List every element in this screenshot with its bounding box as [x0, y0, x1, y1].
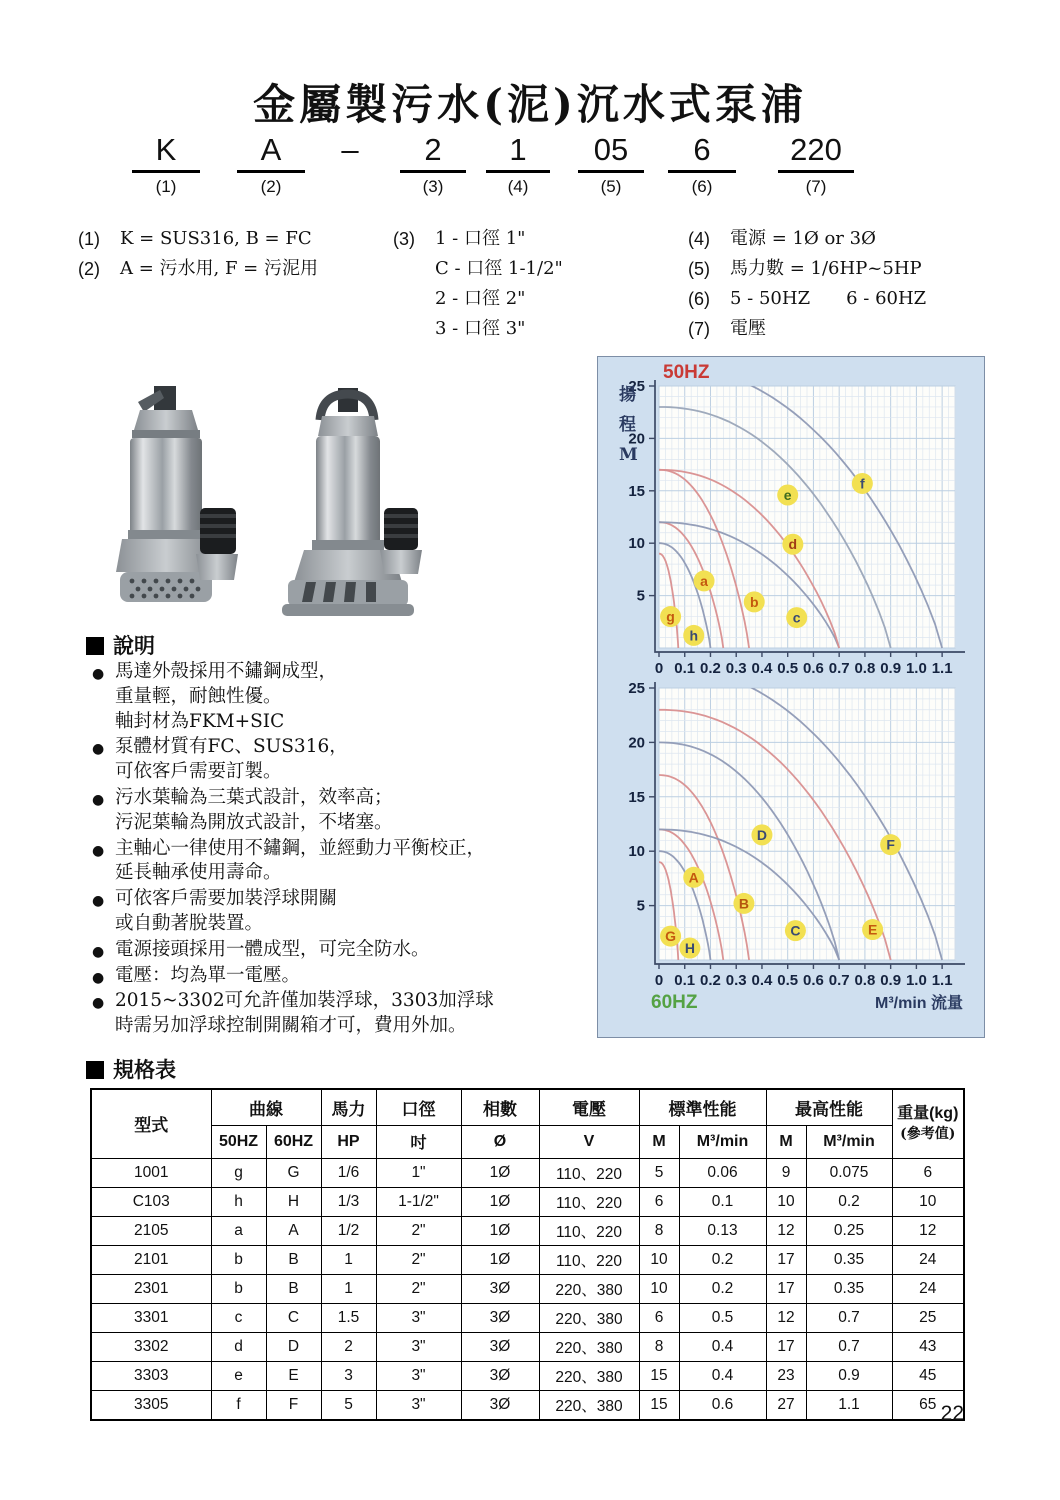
pump-discharge-hose: [380, 508, 422, 574]
y-tick-label: 25: [628, 378, 645, 395]
spec-cell: 3302: [91, 1332, 211, 1361]
description-list: [92, 660, 597, 1040]
spec-cell: 220、380: [539, 1390, 639, 1420]
code-index: (2): [260, 177, 282, 196]
x-tick-label: 0.7: [828, 972, 850, 989]
spec-cell: 1001: [91, 1158, 211, 1187]
x-tick-label: 0: [654, 972, 664, 989]
spec-cell: 110、220: [539, 1187, 639, 1216]
description-item: [92, 989, 597, 1039]
chart-60hz: [601, 678, 981, 1016]
description-line: ● 污水葉輪為三葉式設計，效率高；: [115, 786, 393, 808]
spec-cell: 3": [376, 1390, 461, 1420]
spec-cell: 1: [321, 1274, 376, 1303]
spec-cell: 3": [376, 1332, 461, 1361]
x-tick-label: 0: [654, 660, 664, 677]
spec-cell: 0.06: [679, 1158, 766, 1187]
col-m1: M: [639, 1125, 679, 1158]
curve-label-B: B: [738, 895, 750, 912]
spec-cell: D: [266, 1332, 321, 1361]
pump-photo-sewage: [80, 380, 250, 628]
spec-cell: 45: [892, 1361, 964, 1390]
curve-label-E: E: [867, 921, 878, 938]
spec-cell: 17: [766, 1245, 806, 1274]
spec-cell: 0.35: [806, 1245, 892, 1274]
col-hp: HP: [321, 1125, 376, 1158]
spec-cell: 0.7: [806, 1303, 892, 1332]
legend-number: (5): [688, 259, 710, 279]
legend-line: [688, 254, 926, 284]
spec-cell: b: [211, 1245, 266, 1274]
spec-cell: 25: [892, 1303, 964, 1332]
legend-text: 電源 = 1Ø or 3Ø: [730, 228, 876, 249]
model-code-segment: [400, 132, 466, 197]
x-tick-label: 0.5: [777, 660, 799, 677]
code-value: 2: [400, 132, 466, 173]
spec-cell: 6: [639, 1187, 679, 1216]
pump-photos: [80, 380, 440, 628]
spec-cell: 17: [766, 1332, 806, 1361]
col-curve: 曲線: [211, 1089, 321, 1125]
code-value: K: [132, 132, 200, 173]
spec-cell: 3301: [91, 1303, 211, 1332]
spec-cell: 3": [376, 1361, 461, 1390]
spec-cell: 2": [376, 1245, 461, 1274]
spec-cell: 0.1: [679, 1187, 766, 1216]
curve-label-H: H: [684, 940, 695, 957]
model-code-segment: [332, 132, 368, 174]
col-voltage: 電壓: [539, 1089, 639, 1125]
legend-line: [393, 314, 563, 344]
spec-table: [90, 1088, 965, 1421]
legend-line: [78, 254, 318, 284]
spec-cell: g: [211, 1158, 266, 1187]
curve-label-g: g: [666, 608, 675, 625]
y-tick-label: 25: [628, 680, 645, 697]
spec-cell: 1.5: [321, 1303, 376, 1332]
spec-cell: 110、220: [539, 1216, 639, 1245]
description-line: 重量輕，耐蝕性優。: [115, 685, 282, 707]
x-tick-label: 0.9: [880, 972, 902, 989]
spec-cell: 5: [639, 1158, 679, 1187]
model-code-segment: [778, 132, 854, 197]
legend-number: (1): [78, 229, 100, 249]
spec-cell: 1: [321, 1245, 376, 1274]
code-value: –: [341, 132, 359, 167]
spec-cell: 3: [321, 1361, 376, 1390]
spec-row: [91, 1274, 964, 1303]
description-item: [92, 964, 597, 989]
pump-photo-sludge: [260, 380, 435, 628]
col-bore: 口徑: [376, 1089, 461, 1125]
section-square-icon: [86, 1061, 104, 1079]
pump-motor-body: [130, 438, 202, 536]
x-tick-label: 0.4: [751, 972, 773, 989]
spec-cell: 0.5: [679, 1303, 766, 1332]
spec-cell: E: [266, 1361, 321, 1390]
spec-cell: 17: [766, 1274, 806, 1303]
description-line: 時需另加浮球控制開關箱才可，費用外加。: [115, 1015, 467, 1037]
y-tick-label: 5: [636, 587, 645, 605]
model-code-segment: [668, 132, 736, 197]
freq-label-60hz: 60HZ: [651, 992, 698, 1013]
legend-number: [393, 314, 435, 344]
spec-cell: 1Ø: [461, 1245, 539, 1274]
legend-number: (2): [78, 259, 100, 279]
pump-base-legs: [282, 580, 414, 616]
legend-text: 1 - 口徑 1": [435, 228, 526, 249]
spec-cell: 0.2: [679, 1245, 766, 1274]
code-index: (6): [691, 177, 713, 196]
spec-cell: 10: [892, 1187, 964, 1216]
description-line: 延長軸承使用壽命。: [115, 862, 282, 884]
description-line: 或自動著脫裝置。: [115, 912, 264, 934]
description-line: ● 電壓：均為單一電壓。: [115, 964, 301, 986]
spec-cell: 3": [376, 1303, 461, 1332]
model-code-segment: [237, 132, 305, 197]
y-tick-label: 20: [628, 430, 645, 448]
legend-number: (6): [688, 289, 710, 309]
description-line: 可依客戶需要訂製。: [115, 761, 282, 783]
code-value: 220: [778, 132, 854, 173]
legend-number: [393, 254, 435, 284]
chart-50hz-box: [601, 360, 984, 678]
description-item: [92, 660, 597, 734]
legend-line: [688, 224, 926, 254]
spec-cell: 0.7: [806, 1332, 892, 1361]
spec-cell: 6: [892, 1158, 964, 1187]
pump-motor-body: [316, 436, 380, 546]
legend-line: [78, 224, 318, 254]
x-tick-label: 0.2: [700, 660, 721, 677]
description-item: [92, 786, 597, 836]
spec-cell: 15: [639, 1390, 679, 1420]
model-code-segment: [132, 132, 200, 197]
spec-cell: 0.9: [806, 1361, 892, 1390]
description-line: ● 主軸心一律使用不鏽鋼，並經動力平衡校正，: [115, 837, 486, 859]
code-value: 6: [668, 132, 736, 173]
col-std-perf: 標準性能: [639, 1089, 766, 1125]
spec-row: [91, 1332, 964, 1361]
spec-cell: 0.25: [806, 1216, 892, 1245]
col-model: 型式: [91, 1089, 211, 1158]
section-square-icon: [86, 637, 104, 655]
spec-cell: C: [266, 1303, 321, 1332]
col-flow2: M³/min: [806, 1125, 892, 1158]
x-tick-label: 0.7: [828, 660, 850, 677]
spec-cell: 1Ø: [461, 1187, 539, 1216]
freq-label-50hz: 50HZ: [663, 362, 710, 383]
spec-cell: h: [211, 1187, 266, 1216]
x-axis-label: M³/min 流量: [875, 995, 963, 1012]
description-heading: 說明: [86, 630, 155, 660]
chart-50hz: [601, 360, 981, 678]
code-value: A: [237, 132, 305, 173]
spec-cell: 6: [639, 1303, 679, 1332]
x-tick-label: 1.0: [905, 660, 927, 677]
spec-cell: 1Ø: [461, 1216, 539, 1245]
spec-cell: 12: [766, 1303, 806, 1332]
legend-line: [393, 284, 563, 314]
spec-cell: c: [211, 1303, 266, 1332]
col-phase: 相數: [461, 1089, 539, 1125]
spec-cell: H: [266, 1187, 321, 1216]
y-axis-label-char: M: [619, 445, 638, 465]
spec-cell: 65: [892, 1390, 964, 1420]
spec-cell: 1": [376, 1158, 461, 1187]
spec-cell: 110、220: [539, 1245, 639, 1274]
spec-cell: 1Ø: [461, 1158, 539, 1187]
spec-row: [91, 1245, 964, 1274]
x-tick-label: 0.3: [725, 660, 747, 677]
code-legend-col1: [78, 224, 318, 284]
description-line: ● 可依客戶需要加裝浮球開關: [115, 888, 338, 910]
spec-cell: 0.075: [806, 1158, 892, 1187]
curve-label-D: D: [756, 826, 768, 843]
x-tick-label: 0.9: [880, 660, 902, 677]
code-index: (1): [155, 177, 177, 196]
spec-cell: 2101: [91, 1245, 211, 1274]
legend-line: [393, 254, 563, 284]
y-axis-label-char: 程: [619, 415, 636, 435]
col-max-perf: 最高性能: [766, 1089, 892, 1125]
y-tick-label: 15: [628, 482, 645, 500]
description-line: ● 泵體材質有FC、SUS316，: [115, 736, 348, 758]
curve-label-f: f: [860, 475, 865, 492]
x-tick-label: 0.1: [674, 660, 696, 677]
spec-cell: C103: [91, 1187, 211, 1216]
legend-text: C - 口徑 1-1/2": [435, 258, 563, 279]
col-flow1: M³/min: [679, 1125, 766, 1158]
legend-text: 5 - 50HZ 6 - 60HZ: [730, 288, 927, 309]
curve-label-d: d: [788, 536, 798, 553]
spec-cell: 10: [766, 1187, 806, 1216]
spec-cell: 27: [766, 1390, 806, 1420]
x-tick-label: 0.6: [803, 972, 824, 989]
legend-number: (3): [393, 229, 415, 249]
legend-text: K = SUS316, B = FC: [120, 228, 312, 249]
spec-cell: 220、380: [539, 1303, 639, 1332]
code-legend-col2: [393, 224, 563, 344]
spec-cell: 10: [639, 1274, 679, 1303]
code-value: 1: [486, 132, 550, 173]
spec-cell: a: [211, 1216, 266, 1245]
spec-cell: d: [211, 1332, 266, 1361]
description-line: 軸封材為FKM+SIC: [115, 710, 285, 732]
spec-cell: 5: [321, 1390, 376, 1420]
spec-cell: 0.6: [679, 1390, 766, 1420]
spec-cell: e: [211, 1361, 266, 1390]
model-code-row: [0, 132, 1060, 218]
description-line: ● 馬達外殼採用不鏽鋼成型，: [115, 661, 338, 682]
spec-cell: 1/2: [321, 1216, 376, 1245]
spec-cell: B: [266, 1245, 321, 1274]
code-legend-col3: [688, 224, 926, 344]
col-v: V: [539, 1125, 639, 1158]
spec-cell: 3303: [91, 1361, 211, 1390]
spec-cell: 0.35: [806, 1274, 892, 1303]
page-title: 金屬製污水(泥)沉水式泵浦: [253, 80, 807, 129]
col-power: 馬力: [321, 1089, 376, 1125]
y-tick-label: 10: [628, 843, 645, 861]
description-item: [92, 938, 597, 963]
spec-row: [91, 1390, 964, 1420]
spec-cell: 43: [892, 1332, 964, 1361]
spec-cell: 3Ø: [461, 1332, 539, 1361]
spec-cell: f: [211, 1390, 266, 1420]
spec-cell: 3Ø: [461, 1303, 539, 1332]
chart-60hz-box: [601, 678, 984, 1016]
curve-label-F: F: [886, 836, 895, 853]
spec-cell: 1.1: [806, 1390, 892, 1420]
legend-text: 3 - 口徑 3": [435, 318, 526, 339]
description-item: [92, 735, 597, 785]
x-tick-label: 0.1: [674, 972, 696, 989]
legend-number: (4): [688, 229, 710, 249]
spec-row: [91, 1187, 964, 1216]
spec-cell: G: [266, 1158, 321, 1187]
description-item: [92, 837, 597, 887]
spec-cell: 220、380: [539, 1274, 639, 1303]
spec-cell: 220、380: [539, 1361, 639, 1390]
page-number: 22: [940, 1402, 964, 1425]
x-tick-label: 0.8: [854, 972, 876, 989]
curve-label-C: C: [790, 922, 801, 939]
code-index: (5): [600, 177, 622, 196]
y-axis-label-char: 揚: [619, 385, 636, 405]
col-phase-sym: Ø: [461, 1125, 539, 1158]
x-tick-label: 1.1: [931, 660, 953, 677]
spec-cell: 12: [766, 1216, 806, 1245]
spec-cell: 24: [892, 1245, 964, 1274]
col-m2: M: [766, 1125, 806, 1158]
spec-cell: 2: [321, 1332, 376, 1361]
col-inch: 吋: [376, 1125, 461, 1158]
spec-cell: b: [211, 1274, 266, 1303]
code-index: (3): [422, 177, 444, 196]
x-tick-label: 0.6: [803, 660, 824, 677]
x-tick-label: 0.2: [700, 972, 721, 989]
legend-line: [688, 314, 926, 344]
legend-text: 2 - 口徑 2": [435, 288, 526, 309]
spec-cell: A: [266, 1216, 321, 1245]
spec-cell: 220、380: [539, 1332, 639, 1361]
description-line: ● 2015~3302可允許僅加裝浮球，3303加浮球: [115, 990, 494, 1012]
spec-row: [91, 1361, 964, 1390]
spec-cell: 3Ø: [461, 1361, 539, 1390]
spec-cell: 1/6: [321, 1158, 376, 1187]
legend-text: 馬力數 = 1/6HP~5HP: [730, 258, 922, 279]
x-tick-label: 0.5: [777, 972, 799, 989]
spec-cell: 8: [639, 1332, 679, 1361]
spec-cell: 24: [892, 1274, 964, 1303]
curve-label-b: b: [749, 593, 759, 610]
description-line: 污泥葉輪為開放式設計，不堵塞。: [115, 811, 393, 833]
legend-line: [688, 284, 926, 314]
curve-label-h: h: [689, 627, 699, 644]
spec-cell: 3305: [91, 1390, 211, 1420]
spec-cell: 23: [766, 1361, 806, 1390]
spec-cell: 3Ø: [461, 1390, 539, 1420]
spec-cell: 1/3: [321, 1187, 376, 1216]
spec-cell: 2": [376, 1274, 461, 1303]
curve-label-A: A: [688, 869, 699, 886]
spec-heading: 規格表: [86, 1054, 176, 1084]
spec-cell: 1-1/2": [376, 1187, 461, 1216]
code-index: (7): [805, 177, 827, 196]
spec-cell: 0.2: [679, 1274, 766, 1303]
spec-cell: 8: [639, 1216, 679, 1245]
y-tick-label: 5: [636, 897, 645, 915]
x-tick-label: 1.0: [905, 972, 927, 989]
col-weight: 重量(kg) (參考值): [892, 1089, 964, 1158]
code-value: 05: [578, 132, 644, 173]
curve-label-c: c: [792, 609, 801, 626]
description-line: ● 電源接頭採用一體成型，可完全防水。: [115, 938, 430, 960]
spec-cell: 2105: [91, 1216, 211, 1245]
spec-cell: F: [266, 1390, 321, 1420]
spec-cell: 3Ø: [461, 1274, 539, 1303]
model-code-segment: [578, 132, 644, 197]
y-tick-label: 20: [628, 734, 645, 752]
x-tick-label: 0.4: [751, 660, 773, 677]
curve-label-a: a: [700, 572, 708, 589]
legend-text: A = 污水用, F = 污泥用: [120, 258, 318, 279]
spec-cell: 0.4: [679, 1361, 766, 1390]
spec-cell: 0.13: [679, 1216, 766, 1245]
code-index: (4): [507, 177, 529, 196]
spec-cell: 2301: [91, 1274, 211, 1303]
spec-cell: 2": [376, 1216, 461, 1245]
x-tick-label: 0.8: [854, 660, 876, 677]
legend-text: 電壓: [730, 318, 766, 339]
spec-row: [91, 1216, 964, 1245]
pump-discharge-hose: [196, 508, 238, 580]
legend-number: (7): [688, 319, 710, 339]
legend-line: [393, 224, 563, 254]
spec-cell: 0.4: [679, 1332, 766, 1361]
spec-row: [91, 1158, 964, 1187]
col-60hz: 60HZ: [266, 1125, 321, 1158]
legend-number: [393, 284, 435, 314]
col-50hz: 50HZ: [211, 1125, 266, 1158]
spec-cell: 9: [766, 1158, 806, 1187]
spec-cell: 110、220: [539, 1158, 639, 1187]
spec-cell: 15: [639, 1361, 679, 1390]
spec-cell: 12: [892, 1216, 964, 1245]
curve-label-e: e: [783, 486, 792, 503]
spec-row: [91, 1303, 964, 1332]
spec-cell: B: [266, 1274, 321, 1303]
spec-cell: 0.2: [806, 1187, 892, 1216]
x-tick-label: 1.1: [931, 972, 953, 989]
model-code-segment: [486, 132, 550, 197]
y-tick-label: 15: [628, 788, 645, 806]
y-tick-label: 10: [628, 535, 645, 553]
description-item: [92, 887, 597, 937]
x-tick-label: 0.3: [725, 972, 747, 989]
performance-chart-panel: [597, 356, 985, 1038]
spec-cell: 10: [639, 1245, 679, 1274]
curve-label-G: G: [665, 928, 677, 945]
